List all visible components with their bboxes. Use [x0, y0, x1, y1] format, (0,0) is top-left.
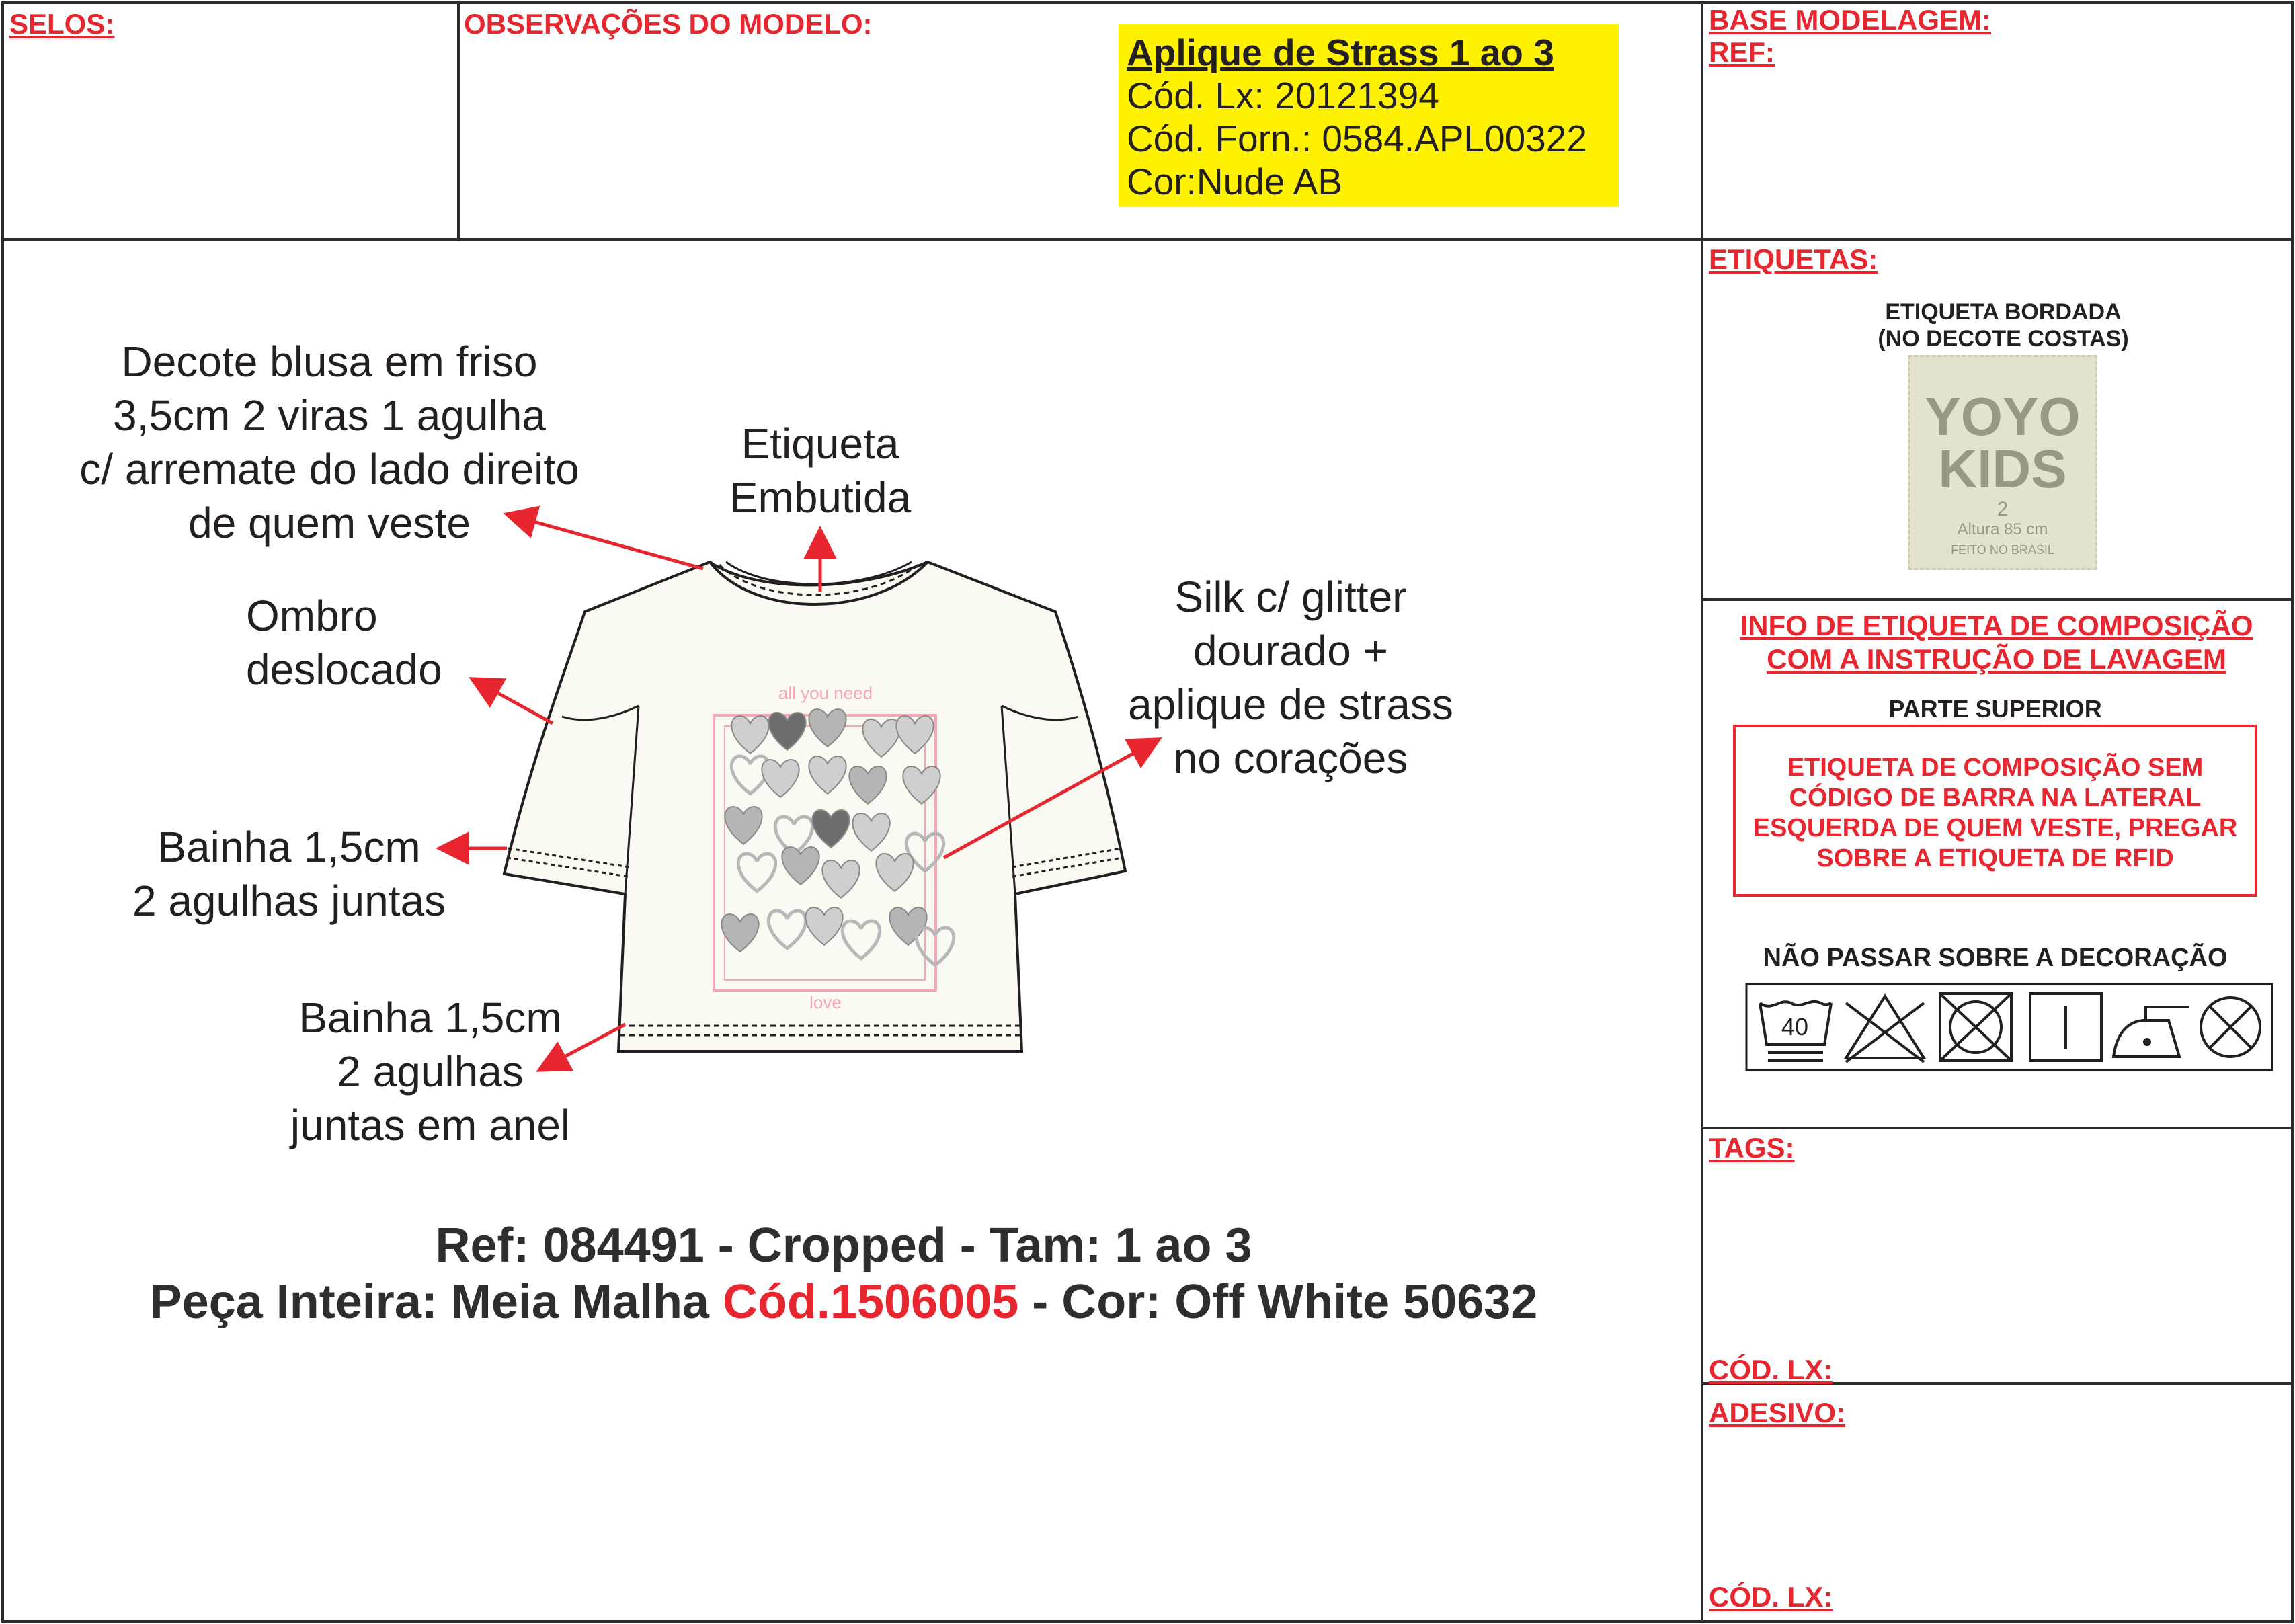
aplique-cor: Cor:Nude AB: [1127, 161, 1343, 202]
product-line-2: Peça Inteira: Meia Malha Cód.1506005 - Cor: Off White 50632: [149, 1275, 1538, 1329]
annotation-bainha-barra: Bainha 1,5cm 2 agulhas juntas em anel: [290, 993, 571, 1149]
tshirt-outline: [504, 562, 1125, 1051]
aplique-cod-forn: Cód. Forn.: 0584.APL00322: [1127, 118, 1587, 159]
base-modelagem-label: BASE MODELAGEM:: [1709, 4, 1991, 36]
svg-text:40: 40: [1781, 1013, 1809, 1041]
adesivo-cod-lx-label: CÓD. LX:: [1709, 1581, 1833, 1613]
tags-label: TAGS:: [1709, 1132, 1795, 1164]
care-symbols: [1745, 983, 2273, 1071]
tags-cell: [1701, 1127, 2294, 1385]
etiqueta-bordada-title: ETIQUETA BORDADA (NO DECOTE COSTAS): [1878, 299, 2129, 352]
composicao-instruction-box: ETIQUETA DE COMPOSIÇÃO SEM CÓDIGO DE BARRA NA LATERAL ESQUERDA DE QUEM VESTE, PREGAR SOBRE A ETIQUETA DE RFID: [1733, 725, 2257, 897]
etiquetas-label: ETIQUETAS:: [1709, 243, 1878, 275]
label-size: 2: [1997, 498, 2009, 520]
label-made: FEITO NO BRASIL: [1951, 543, 2054, 557]
base-modelagem-cell: [1701, 1, 2294, 241]
ref-label: REF:: [1709, 36, 1775, 68]
print-bottom-text: love: [809, 992, 842, 1012]
parte-superior-label: PARTE SUPERIOR: [1888, 695, 2102, 723]
aplique-title: Aplique de Strass 1 ao 3: [1127, 32, 1554, 73]
embroidered-label: [1908, 355, 2097, 570]
annotation-bainha-manga: Bainha 1,5cm 2 agulhas juntas: [132, 823, 446, 925]
annotation-decote: Decote blusa em friso 3,5cm 2 viras 1 agulha c/ arremate do lado direito de quem veste: [79, 337, 579, 547]
print-top-text: all you need: [778, 683, 873, 703]
label-brand-2: KIDS: [1938, 439, 2067, 499]
observacoes-label: OBSERVAÇÕES DO MODELO:: [464, 8, 873, 40]
label-height: Altura 85 cm: [1957, 520, 2048, 538]
tags-cod-lx-label: CÓD. LX:: [1709, 1354, 1833, 1385]
info-composicao-title: INFO DE ETIQUETA DE COMPOSIÇÃO COM A INSTRUÇÃO DE LAVAGEM: [1740, 610, 2253, 675]
label-brand-1: YOYO: [1925, 387, 2081, 446]
annotation-etiqueta: Etiqueta Embutida: [729, 419, 912, 522]
adesivo-label: ADESIVO:: [1709, 1397, 1846, 1428]
selos-label: SELOS:: [9, 8, 115, 40]
nao-passar-label: NÃO PASSAR SOBRE A DECORAÇÃO: [1763, 944, 2228, 972]
aplique-cod-lx: Cód. Lx: 20121394: [1127, 75, 1439, 116]
product-line-1: Ref: 084491 - Cropped - Tam: 1 ao 3: [435, 1219, 1252, 1272]
annotation-ombro: Ombro deslocado: [246, 592, 442, 694]
annotation-silk: Silk c/ glitter dourado + aplique de strass no corações: [1128, 573, 1453, 782]
